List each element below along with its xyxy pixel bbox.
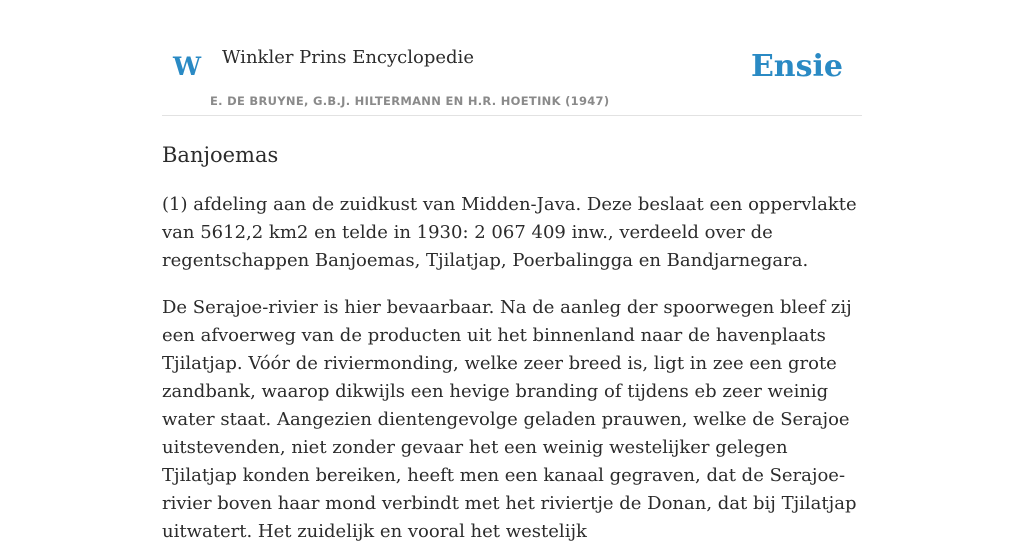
article-title: Banjoemas bbox=[162, 143, 279, 167]
article-paragraph: De Serajoe-rivier is hier bevaarbaar. Na de aanleg der spoorwegen bleef zij een afvoerweg van de producten uit het binnenland naar de havenplaats Tjilatjap. Vóór de riviermonding, welke zeer breed is, ligt in zee een grote zandbank, waarop dikwijls een hevige branding of tijdens eb zeer weinig water staat. Aangezien dientengevolge geladen prauwen, welke de Serajoe uitstevenden, niet zonder gevaar het een weinig westelijker gelegen Tjilatjap konden bereiken, heeft men een kanaal gegraven, dat de Serajoe-rivier boven haar mond verbindt met het riviertje de Donan, dat bij Tjilatjap uitwatert. Het zuidelijk en vooral het westelijk bbox=[162, 297, 857, 543]
article-paragraph: (1) afdeling aan de zuidkust van Midden-Java. Deze beslaat een oppervlakte van 5612,2 km2 en telde in 1930: 2 067 409 inw., verdeeld over de regentschappen Banjoemas, Tjilatjap, Poerbalingga en Bandjarnegara. bbox=[162, 194, 857, 272]
article bbox=[162, 142, 862, 546]
winkler-prins-logo[interactable]: W bbox=[173, 52, 202, 81]
authors-byline: E. DE BRUYNE, G.B.J. HILTERMANN EN H.R. HOETINK (1947) bbox=[210, 94, 610, 108]
site-title[interactable]: Winkler Prins Encyclopedie bbox=[222, 47, 474, 68]
page-container bbox=[162, 0, 862, 546]
site-header bbox=[162, 0, 862, 116]
ensie-brand-link[interactable]: Ensie bbox=[750, 49, 843, 84]
